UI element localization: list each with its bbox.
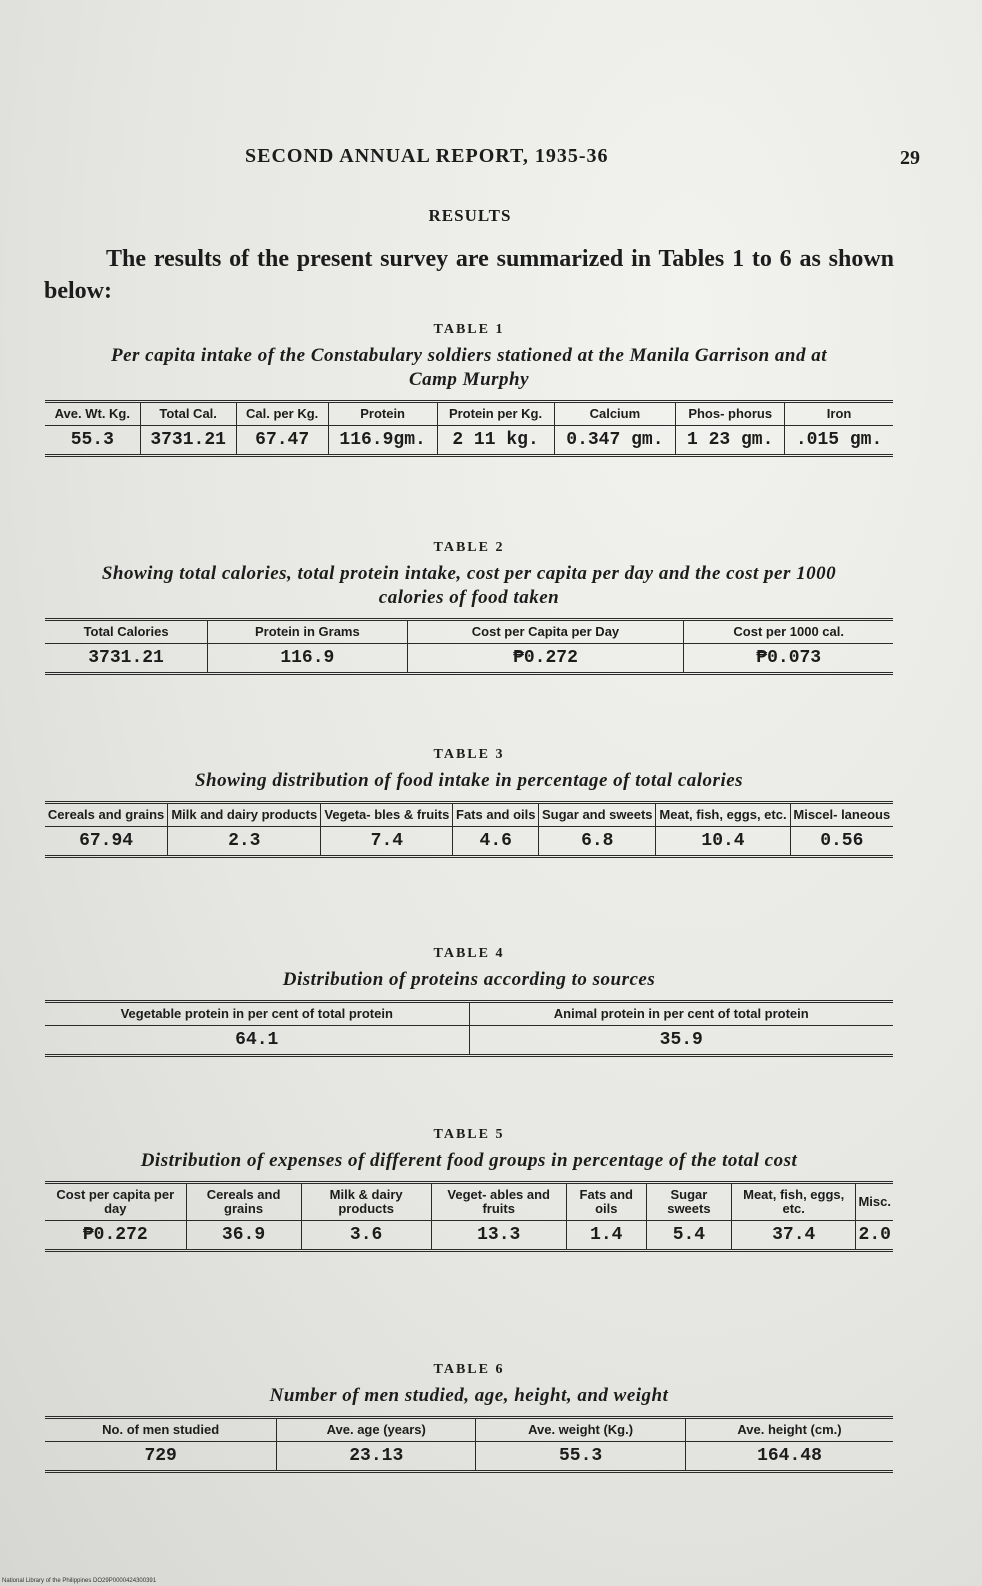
data-table — [45, 801, 893, 858]
table-label: TABLE 2 — [433, 540, 505, 555]
column-header: Iron — [785, 402, 893, 426]
table-cell: 3731.21 — [88, 648, 164, 668]
table-cell: 35.9 — [469, 1026, 893, 1056]
column-header: Ave. weight (Kg.) — [476, 1418, 686, 1442]
table-row — [45, 426, 893, 456]
column-header: Phos- phorus — [676, 402, 785, 426]
column-header: Ave. age (years) — [277, 1418, 476, 1442]
table-cell: 116.9gm. — [328, 426, 437, 456]
header-row — [45, 1002, 893, 1026]
column-header: Sugar and sweets — [539, 803, 656, 827]
table-cell: 0.56 — [790, 827, 893, 857]
table-label: TABLE 1 — [433, 322, 505, 337]
column-header: Protein per Kg. — [437, 402, 554, 426]
column-header: Veget- ables and fruits — [431, 1183, 566, 1221]
column-header: Meat, fish, eggs, etc. — [731, 1183, 855, 1221]
table-3 — [45, 747, 893, 858]
table-cell: .015 gm. — [785, 426, 893, 456]
table-cell: 36.9 — [186, 1221, 301, 1251]
data-table — [45, 400, 893, 457]
column-header: Vegeta- bles & fruits — [321, 803, 453, 827]
column-header: Calcium — [554, 402, 676, 426]
data-table — [45, 1416, 893, 1473]
column-header: Fats and oils — [453, 803, 539, 827]
table-label: TABLE 4 — [433, 946, 505, 961]
column-header: Total Calories — [83, 624, 169, 639]
section-heading: RESULTS — [428, 206, 512, 225]
column-header: Cost per 1000 cal. — [684, 620, 893, 644]
data-table — [45, 1181, 893, 1252]
column-header: Cost per capita per day — [56, 1187, 175, 1216]
table-row — [45, 1221, 893, 1251]
table-row — [45, 1026, 893, 1056]
table-cell: 23.13 — [277, 1442, 476, 1472]
column-header: Protein in Grams — [208, 620, 407, 644]
column-header: Meat, fish, eggs, etc. — [656, 803, 790, 827]
column-header: Miscel- laneous — [790, 803, 893, 827]
table-row — [45, 827, 893, 857]
page-header — [60, 145, 920, 185]
table-5 — [45, 1127, 893, 1252]
table-cell: 55.3 — [70, 430, 114, 450]
table-cell: 67.47 — [236, 426, 328, 456]
table-cell: 10.4 — [656, 827, 790, 857]
column-header: Protein — [328, 402, 437, 426]
header-row — [45, 620, 893, 644]
table-caption: Distribution of expenses of different food groups in percentage of the total cost — [140, 1150, 798, 1171]
column-header: Total Cal. — [140, 402, 236, 426]
table-label: TABLE 5 — [433, 1127, 505, 1142]
table-caption: Number of men studied, age, height, and weight — [269, 1385, 669, 1406]
table-cell: 6.8 — [539, 827, 656, 857]
column-header: Cereals and grains — [47, 807, 165, 822]
column-header: Fats and oils — [566, 1183, 646, 1221]
column-header: Animal protein in per cent of total protein — [469, 1002, 893, 1026]
table-cell: 1 23 gm. — [676, 426, 785, 456]
column-header: Cost per Capita per Day — [407, 620, 684, 644]
table-6 — [45, 1362, 893, 1473]
page-number: 29 — [900, 147, 920, 169]
column-header: Cal. per Kg. — [236, 402, 328, 426]
intro-paragraph: The results of the present survey are summarized in Tables 1 to 6 as shown below: — [44, 246, 894, 304]
table-cell: 0.347 gm. — [554, 426, 676, 456]
table-cell: 5.4 — [646, 1221, 731, 1251]
table-label: TABLE 6 — [433, 1362, 505, 1377]
table-cell: 64.1 — [235, 1030, 279, 1050]
column-header: Milk & dairy products — [301, 1183, 431, 1221]
table-caption: Showing total calories, total protein intake, cost per capita per day and the cost per 1000 calories of food taken — [101, 563, 837, 608]
table-cell: 2.0 — [856, 1221, 893, 1251]
table-cell: 3.6 — [301, 1221, 431, 1251]
column-header: Vegetable protein in per cent of total protein — [120, 1006, 393, 1021]
table-cell: 164.48 — [685, 1442, 893, 1472]
table-1 — [45, 322, 893, 457]
header-row — [45, 1418, 893, 1442]
table-cell: 67.94 — [79, 831, 134, 851]
table-row — [45, 1442, 893, 1472]
table-caption: Distribution of proteins according to sources — [282, 969, 656, 990]
data-table — [45, 618, 893, 675]
table-4 — [45, 946, 893, 1057]
table-cell: 2.3 — [168, 827, 321, 857]
table-caption: Showing distribution of food intake in percentage of total calories — [194, 770, 744, 791]
column-header: Ave. Wt. Kg. — [54, 406, 130, 421]
table-caption: Per capita intake of the Constabulary soldiers stationed at the Manila Garrison and at Camp Murphy — [111, 345, 827, 390]
header-row — [45, 1183, 893, 1221]
table-cell: 37.4 — [731, 1221, 855, 1251]
column-header: Sugar sweets — [646, 1183, 731, 1221]
table-2 — [45, 540, 893, 675]
data-table — [45, 1000, 893, 1057]
scan-footer: National Library of the Philippines DO29P0000424300391 — [2, 1578, 157, 1584]
table-label: TABLE 3 — [433, 747, 505, 762]
running-head: SECOND ANNUAL REPORT, 1935-36 — [245, 145, 609, 167]
table-cell: 55.3 — [476, 1442, 686, 1472]
table-row — [45, 644, 893, 674]
table-cell: 13.3 — [431, 1221, 566, 1251]
header-row — [45, 803, 893, 827]
table-cell: 3731.21 — [140, 426, 236, 456]
column-header: Milk and dairy products — [168, 803, 321, 827]
table-cell: ₱0.272 — [407, 644, 684, 674]
table-cell: 7.4 — [321, 827, 453, 857]
column-header: Misc. — [856, 1183, 893, 1221]
table-cell: 2 11 kg. — [437, 426, 554, 456]
table-cell: 116.9 — [208, 644, 407, 674]
table-cell: 4.6 — [453, 827, 539, 857]
table-cell: ₱0.272 — [82, 1225, 148, 1245]
column-header: Cereals and grains — [186, 1183, 301, 1221]
header-row — [45, 402, 893, 426]
table-cell: 729 — [144, 1446, 177, 1466]
table-cell: ₱0.073 — [684, 644, 893, 674]
column-header: No. of men studied — [102, 1422, 220, 1437]
table-cell: 1.4 — [566, 1221, 646, 1251]
column-header: Ave. height (cm.) — [685, 1418, 893, 1442]
